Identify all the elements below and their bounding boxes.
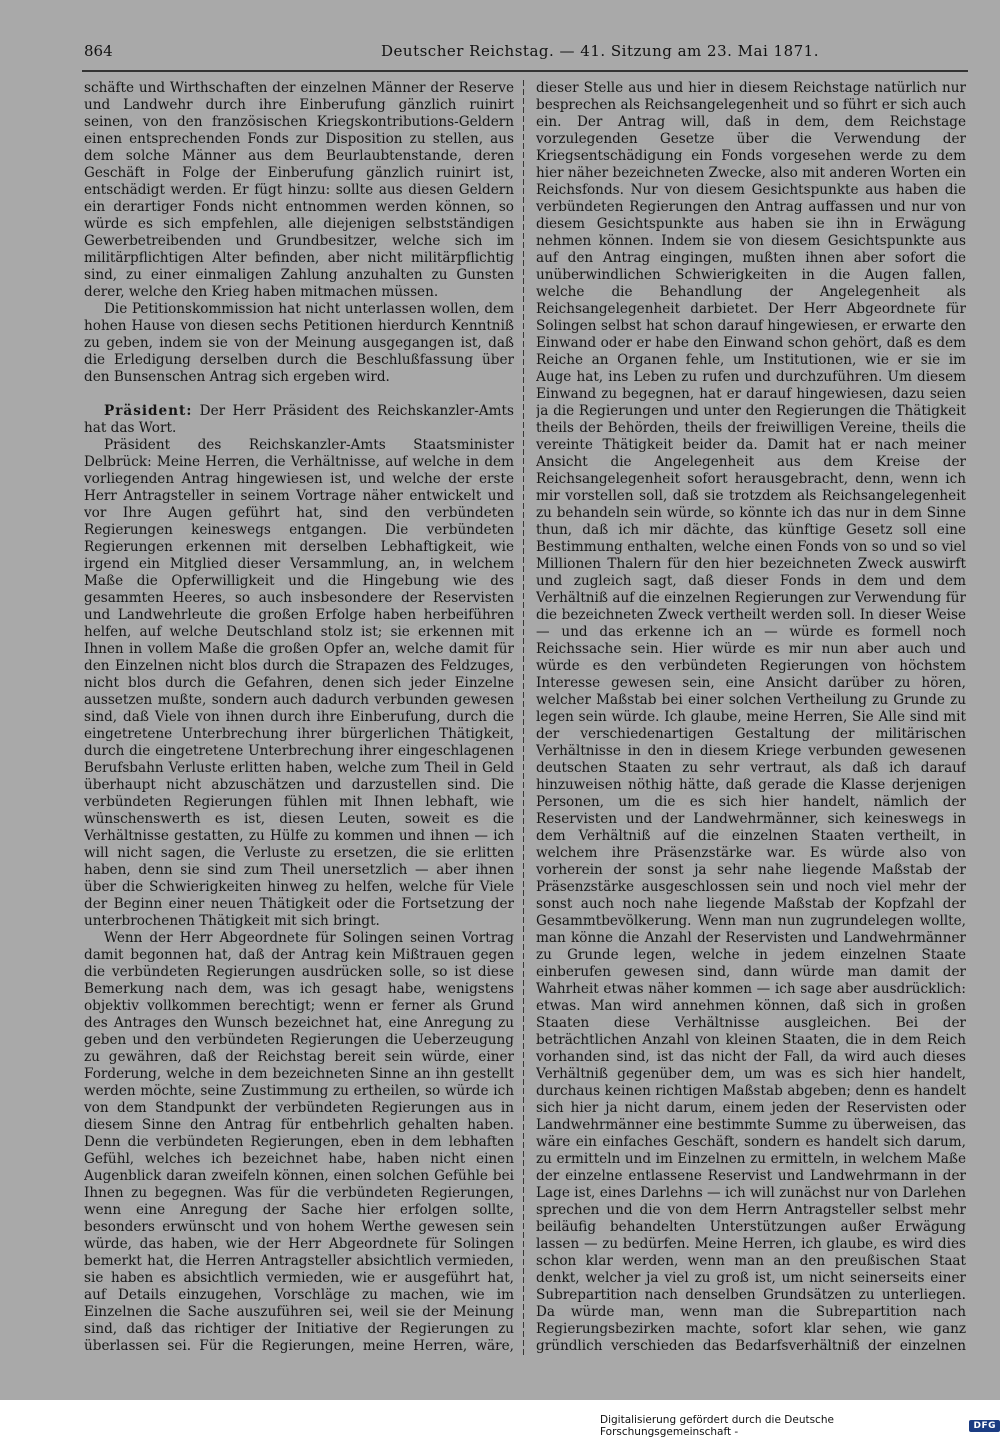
paragraph [84,437,514,930]
paragraph-text: Wenn der Herr Abgeordnete für Solingen seinen Vortrag damit begonnen hat, daß der Antrag kein Mißtrauen gegen die verbündeten Regierungen ausdrücken solle, so ist diese Bemerkung nach dem, was ich gesagt habe, wenigstens objektiv vollkommen berechtigt; wenn er ferner als Grund des Antrages den Wunsch bezeichnet hat, eine Anregung zu geben und den verbündeten Regierungen die Ueberzeugung zu gewähren, daß der Reichstag bereit sein würde, einer Forderung, welche in dem bezeichneten Sinne an ihn gestellt werden möchte, seine Zustimmung zu ertheilen, so würde ich von dem Standpunkt der verbündeten Regierungen aus in diesem Sinne den Antrag für entbehrlich gehalten haben. Denn die verbündeten Regierungen, eben in dem lebhaften Gefühl, welches ich bezeichnet habe, haben nicht einen Augenblick daran zweifeln können, einen solchen Gefühle bei Ihnen zu begegnen. Was für die verbündeten Regierungen, wenn eine Anregung der Sache hier erfolgen sollte, besonders erwünscht und von hohem Werthe gewesen sein würde, das haben, wie der Herr Abgeordnete für Solingen bemerkt hat, die Herren Antragsteller absichtlich vermieden, sie haben es absichtlich vermieden, wie er ausgeführt hat, auf Details einzugehen, Vorschläge zu machen, wie im Einzelnen die Sache auszuführen sei, weil sie der Meinung sind, daß das richtiger der Initiative der Regierungen zu überlassen sei. Für die Regierungen, meine Herren, wäre, [84,930,514,1354]
footer-credit [600,1414,1000,1438]
paragraph [84,930,514,1355]
left-column [84,80,514,1355]
paragraph-text: schäfte und Wirthschaften der einzelnen Männer der Reserve und Landwehr durch ihre Einberufung gänzlich ruinirt seinen, von den französischen Kriegskontributions-Geldern einen entsprechenden Fonds zur Disposition zu stellen, aus dem solche Männer aus dem Beurlaubtenstande, deren Geschäft in Folge der Einberufung gänzlich ruinirt ist, entschädigt werden. Er fügt hinzu: sollte aus diesen Geldern ein derartiger Fonds nicht entnommen werden können, so würde es sich empfehlen, alle diejenigen selbstständigen Gewerbetreibenden und Grundbesitzer, welche sich im militärpflichtigen Alter befinden, aber nicht militärpflichtig sind, zu einer einmaligen Zahlung anzuhalten zu Gunsten derer, welche den Krieg haben mitmachen müssen. [84,80,514,300]
running-head: Deutscher Reichstag. — 41. Sitzung am 23. Mai 1871. [381,42,819,60]
footer-text: Digitalisierung gefördert durch die Deutsche Forschungsgemeinschaft - [600,1414,834,1438]
paragraph [84,403,514,437]
page-number: 864 [84,42,113,60]
paragraph-text: Die Petitionskommission hat nicht unterlassen wollen, dem hohen Hause von diesen sechs Petitionen hierdurch Kenntniß zu geben, indem sie von der Meinung ausgegangen ist, daß die Erledigung derselben durch die Beschlußfassung über den Bunsenschen Antrag sich ergeben wird. [84,301,514,385]
paragraph [536,80,966,1355]
paragraph [84,301,514,386]
dfg-logo: DFG [969,1420,1000,1432]
column-divider [523,80,524,1355]
header-rule [82,70,968,72]
paragraph-text: dieser Stelle aus und hier in diesem Reichstage natürlich nur besprechen als Reichsangelegenheit und so führt er sich auch ein. Der Antrag will, daß in dem, dem Reichstage vorzulegenden Gesetze über die Verwendung der Kriegsentschädigung ein Fonds vorgesehen werde zu dem hier näher bezeichneten Zwecke, also mit anderen Worten ein Reichsfonds. Nur von diesem Gesichtspunkte aus haben die verbündeten Regierungen den Antrag auffassen und nur von diesem Gesichtspunkte aus haben sie ihn in Erwägung nehmen können. Indem sie von diesem Gesichtspunkte aus auf den Antrag eingingen, mußten ihnen aber sofort die unüberwindlichen Schwierigkeiten in die Augen fallen, welche die Behandlung der Angelegenheit als Reichsangelegenheit darbietet. Der Herr Abgeordnete für Solingen selbst hat schon darauf hingewiesen, er erwarte den Einwand oder er habe den Einwand schon gehört, daß es dem Reiche an Organen fehle, um Institutionen, wie er sie im Auge hat, ins Leben zu rufen und durchzuführen. Um diesem Einwand zu begegnen, hat er darauf hingewiesen, dazu seien ja die Regierungen und unter den Regierungen die Thätigkeit theils der Behörden, theils der freiwilligen Vereine, theils die vereinte Thätigkeit beider da. Damit hat er nach meiner Ansicht die Angelegenheit aus dem Kreise der Reichsangelegenheit sofort herausgebracht, denn, wenn ich mir vorstellen soll, daß sie trotzdem als Reichsangelegenheit zu behandeln sein würde, so könnte ich das nur in dem Sinne thun, daß ich mir dächte, das künftige Gesetz soll eine Bestimmung enthalten, welche einen Fonds von so und so viel Millionen Thalern für den hier bezeichneten Zweck auswirft und zugleich sagt, daß dieser Fonds in dem und dem Verhältniß auf die einzelnen Regierungen zur Verwendung für die bezeichneten Zweck vertheilt werden soll. In dieser Weise — und das erkenne ich an — würde es formell noch Reichssache sein. Hier würde es mir nun aber auch und würde es den verbündeten Regierungen von höchstem Interesse gewesen sein, eine Ansicht darüber zu hören, welcher Maßstab bei einer solchen Vertheilung zu Grunde zu legen sein würde. Ich glaube, meine Herren, Sie Alle sind mit der verschiedenartigen Gestaltung der militärischen Verhältnisse in den in diesem Kriege verbunden gewesenen deutschen Staaten zu sehr vertraut, als daß ich darauf hinzuweisen nöthig hätte, daß gerade die Klasse derjenigen Personen, um die es sich hier handelt, nämlich der Reservisten und der Landwehrmänner, sich keineswegs in dem Verhältniß auf die einzelnen Staaten vertheilt, in welchem ihre Präsenzstärke war. Es würde also von vorherein der sonst ja sehr nahe liegende Maßstab der Präsenzstärke ausgeschlossen sein und noch viel mehr der sonst auch noch nahe liegende Maßstab der Kopfzahl der Gesammtbevölkerung. Wenn man nun zugrundelegen wollte, man könne die Anzahl der Reservisten und Landwehrmänner zu Grunde legen, welche in jedem einzelnen Staate einberufen gewesen sind, dann würde man damit der Wahrheit etwas näher kommen — ich sage aber ausdrücklich: etwas. Man wird annehmen können, daß sich in großen Staaten diese Verhältnisse ausgleichen. Bei der beträchtlichen Anzahl von kleinen Staaten, die in dem Reich vorhanden sind, ist das nicht der Fall, da wird auch dieses Verhältniß gegenüber dem, um was es sich hier handelt, durchaus keinen richtigen Maßstab abgeben; denn es handelt sich hier ja nicht darum, einem jeden der Reservisten oder Landwehrmänner eine bestimmte Summe zu überweisen, das wäre ein einfaches Geschäft, sondern es handelt sich darum, zu ermitteln und im Einzelnen zu ermitteln, in welchem Maße der einzelne entlassene Reservist und Landwehrmann in der Lage ist, eines Darlehns — ich will zunächst nur von Darlehen sprechen und die von dem Herrn Antragsteller selbst mehr beiläufig behandelten Unterstützungen außer Erwägung lassen — zu bedürfen. Meine Herren, ich glaube, es wird dies schon klar werden, wenn man an den preußischen Staat denkt, welcher ja viel zu groß ist, um nicht seinerseits einer Subrepartition nach denselben Grundsätzen zu unterliegen. Da würde man, wenn man die Subrepartition nach Regierungsbezirken machte, sofort klar sehen, wie ganz gründlich verschieden das Bedarfsverhältniß der einzelnen [536,80,966,1354]
paragraph-text: Der Herr Präsident des Reichskanzler-Amts hat das Wort. [84,403,514,436]
paragraph [84,80,514,301]
right-column [536,80,966,1355]
page-header [82,42,968,66]
speaker-name: Präsident: [104,403,193,419]
paragraph-text: Präsident des Reichskanzler-Amts Staatsminister Delbrück: Meine Herren, die Verhältnisse, auf welche in dem vorliegenden Antrag hingewiesen ist, und welche der erste Herr Antragsteller in seinem Vortrage näher entwickelt und vor Ihre Augen geführt hat, sind den verbündeten Regierungen keineswegs entgangen. Die verbündeten Regierungen erkennen mit derselben Lebhaftigkeit, wie irgend ein Mitglied dieser Versammlung, an, in welchem Maße die Opferwilligkeit und die Hingebung wie des gesammten Heeres, so auch insbesondere der Reservisten und Landwehrleute die großen Erfolge haben herbeiführen helfen, auf welche Deutschland stolz ist; sie erkennen mit Ihnen in vollem Maße die großen Opfer an, welche damit für den Einzelnen nicht blos durch die Strapazen des Feldzuges, nicht blos durch die Gefahren, denen sich jeder Einzelne aussetzen mußte, sondern auch dadurch verbunden gewesen sind, daß Viele von ihnen durch ihre Einberufung, durch die eingetretene Unterbrechung ihrer bürgerlichen Thätigkeit, durch die eingetretene Unterbrechung ihrer eingeschlagenen Berufsbahn Verluste erlitten haben, welche zum Theil in Geld überhaupt nicht abzuschätzen und darzustellen sind. Die verbündeten Regierungen fühlen mit Ihnen lebhaft, wie wünschenswerth es ist, diesen Leuten, soweit es die Verhältnisse gestatten, zu Hülfe zu kommen und ihnen — ich will nicht sagen, die Verluste zu ersetzen, die sie erlitten haben, denn sie sind zum Theil unersetzlich — aber ihnen über die Schwierigkeiten hinweg zu helfen, welche für Viele der Beginn einer neuen Thätigkeit oder die Fortsetzung der unterbrochenen Thätigkeit mit sich bringt. [84,437,514,929]
